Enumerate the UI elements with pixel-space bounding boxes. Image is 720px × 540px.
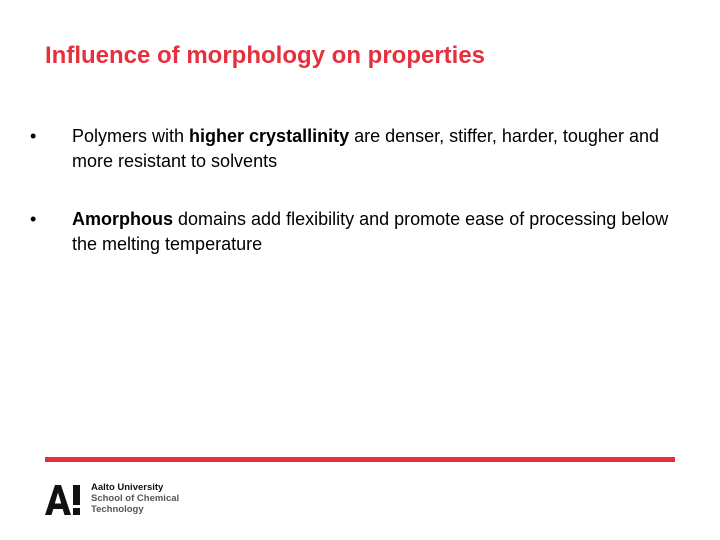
bullet-text-post: are denser, stiffer, harder, tougher and more resistant to solvents (72, 126, 659, 171)
bullet-list (30, 124, 670, 290)
bullet-text-bold: higher crystallinity (189, 126, 350, 146)
logo-wordmark (91, 482, 179, 515)
aalto-logo (45, 480, 179, 516)
logo-university-name: Aalto University (91, 481, 164, 493)
bullet-icon: • (30, 209, 37, 229)
bullet-text-post: domains add flexibility and promote ease of processing below the melting temperature (72, 209, 669, 254)
logo-school-line1: School of Chemical (91, 492, 180, 504)
aalto-a-exclamation-logo-icon (45, 481, 81, 515)
footer-divider (45, 457, 675, 462)
slide-title: Influence of morphology on properties (45, 42, 486, 69)
bullet-text (72, 209, 668, 254)
bullet-item-crystallinity (30, 124, 670, 174)
bullet-icon: • (30, 126, 37, 146)
logo-school-line2: Technology (91, 503, 144, 515)
bullet-text-bold: Amorphous (72, 209, 173, 229)
bullet-text (72, 126, 659, 171)
bullet-text-pre: Polymers with (72, 126, 190, 146)
bullet-item-amorphous (30, 207, 670, 257)
